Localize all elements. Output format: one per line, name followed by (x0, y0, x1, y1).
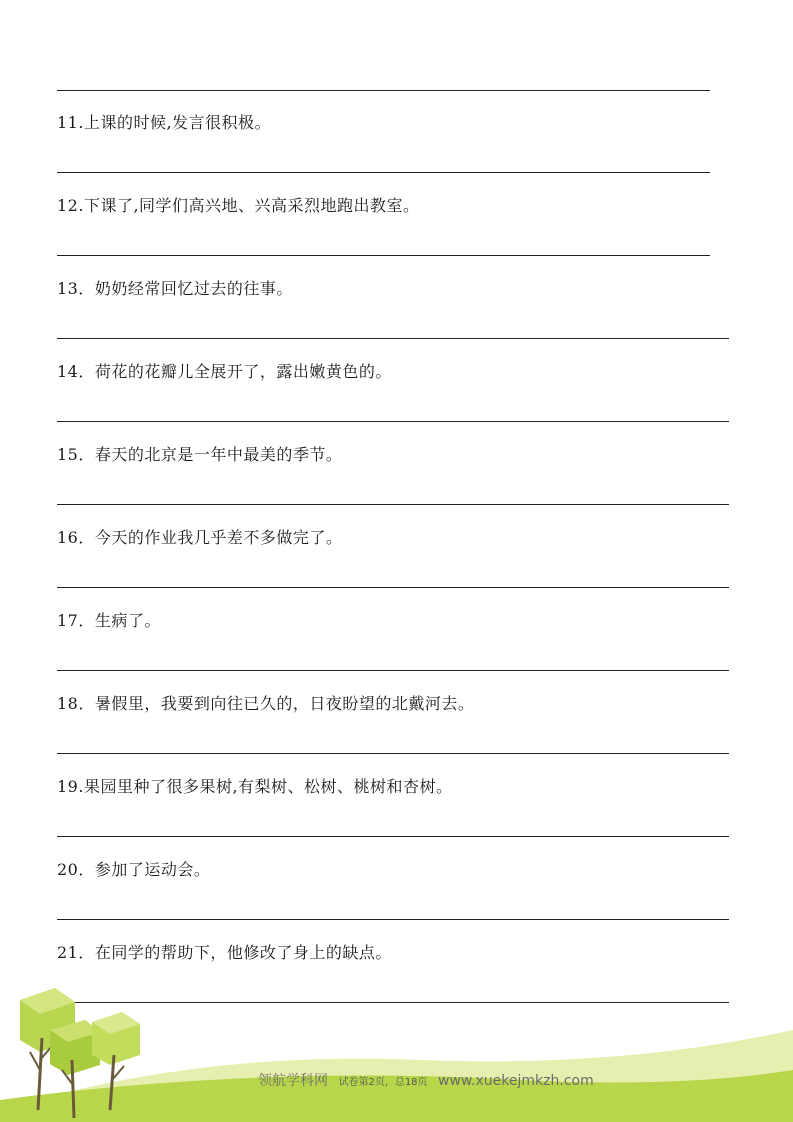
question-number: 12. (57, 196, 84, 215)
answer-line (57, 338, 729, 339)
question-12 (57, 196, 420, 216)
answer-line (57, 504, 729, 505)
question-text: 暑假里，我要到向往已久的，日夜盼望的北戴河去。 (94, 694, 475, 713)
answer-line (57, 670, 729, 671)
answer-line (57, 587, 729, 588)
footer-url: www.xuekejmkzh.com (438, 1073, 594, 1089)
footer-site-name: 领航学科网 (258, 1073, 328, 1089)
answer-line (57, 172, 710, 173)
question-text: 下课了,同学们高兴地、兴高采烈地跑出教室。 (83, 196, 420, 215)
question-text: 生病了。 (94, 611, 161, 630)
question-text: 荷花的花瓣儿全展开了，露出嫩黄色的。 (94, 362, 392, 381)
question-11 (57, 113, 271, 133)
question-text: 奶奶经常回忆过去的往事。 (94, 279, 293, 298)
question-number: 13． (57, 279, 95, 298)
question-13 (57, 279, 293, 299)
question-number: 17． (57, 611, 95, 630)
answer-line (57, 836, 729, 837)
question-16 (57, 528, 342, 548)
question-19 (57, 777, 453, 797)
question-number: 20． (57, 860, 95, 879)
question-number: 21． (57, 943, 95, 962)
answer-line (57, 753, 729, 754)
answer-line (57, 421, 729, 422)
question-text: 果园里种了很多果树,有梨树、松树、桃树和杏树。 (83, 777, 453, 796)
question-text: 在同学的帮助下，他修改了身上的缺点。 (94, 943, 392, 962)
question-text: 参加了运动会。 (94, 860, 211, 879)
question-17 (57, 611, 161, 631)
question-text: 春天的北京是一年中最美的季节。 (94, 445, 343, 464)
question-number: 16． (57, 528, 95, 547)
question-number: 19. (57, 777, 84, 796)
page-footer (258, 1070, 594, 1090)
question-number: 15． (57, 445, 95, 464)
question-number: 14． (57, 362, 95, 381)
question-text: 今天的作业我几乎差不多做完了。 (94, 528, 343, 547)
question-text: 上课的时候,发言很积极。 (83, 113, 272, 132)
footer-page-info: 试卷第2页，总18页 (338, 1077, 428, 1088)
question-14 (57, 362, 392, 382)
footer-landscape-illustration (0, 960, 793, 1122)
question-20 (57, 860, 210, 880)
question-18 (57, 694, 474, 714)
question-number: 18． (57, 694, 95, 713)
question-number: 11. (57, 113, 84, 132)
answer-line (57, 919, 729, 920)
answer-line (57, 255, 710, 256)
question-15 (57, 445, 342, 465)
answer-line (57, 90, 710, 91)
